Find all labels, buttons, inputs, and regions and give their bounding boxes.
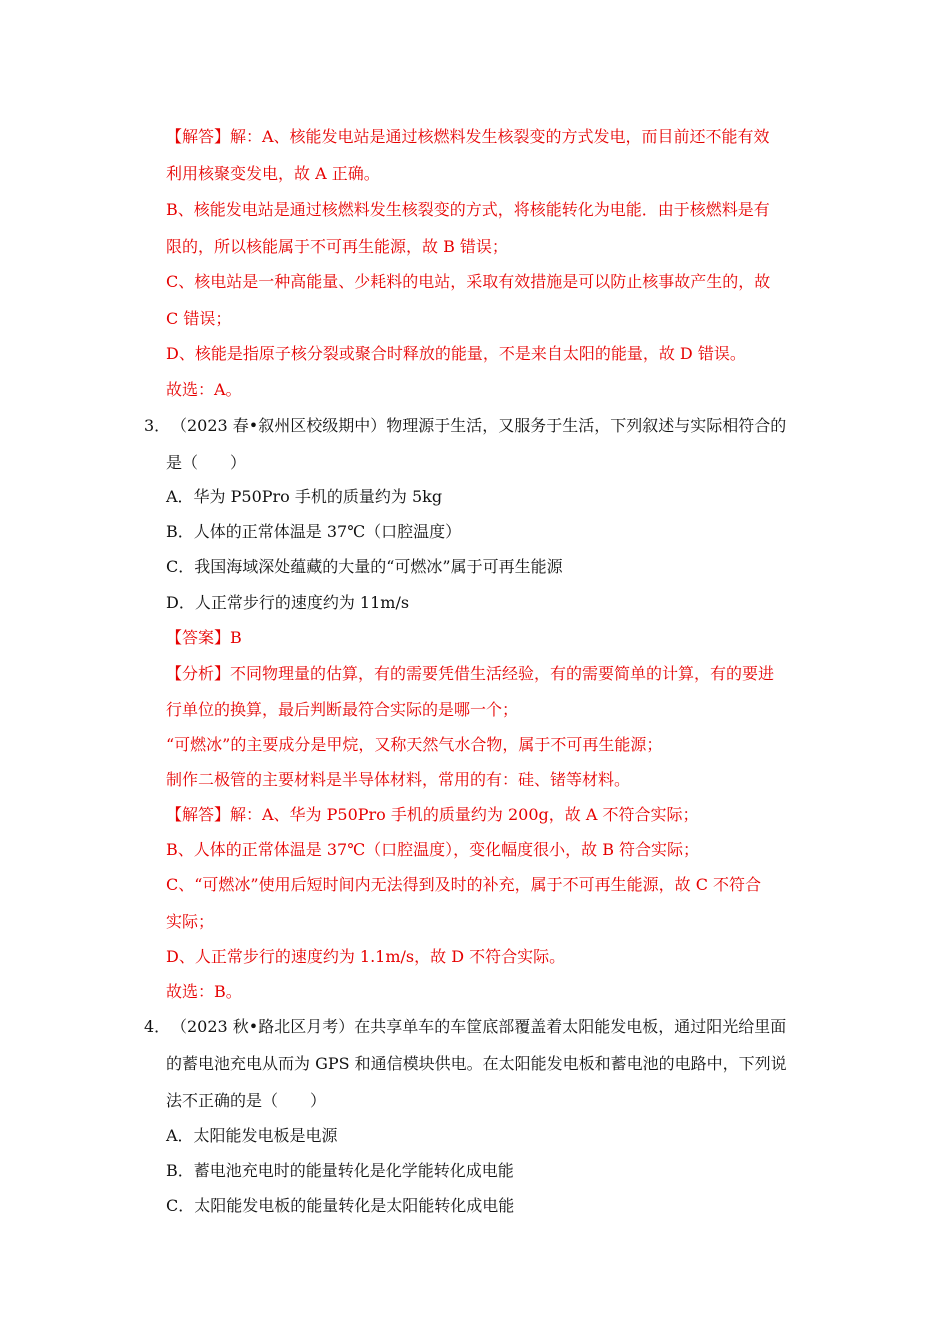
q3-option-c: C．我国海域深处蕴藏的大量的“可燃冰”属于可再生能源 (166, 557, 563, 576)
q4-option-b: B．蓄电池充电时的能量转化是化学能转化成电能 (166, 1161, 514, 1180)
q3-analysis-line-4: 制作二极管的主要材料是半导体材料，常用的有：硅、锗等材料。 (166, 770, 631, 789)
q3-analysis-line-1: 【分析】不同物理量的估算，有的需要凭借生活经验，有的需要简单的计算，有的要进 (166, 664, 775, 683)
q3-number: 3． (144, 416, 171, 435)
q3-option-a: A．华为 P50Pro 手机的质量约为 5kg (166, 487, 443, 506)
q2-solution-b-line-2: 限的，所以核能属于不可再生能源，故 B 错误； (166, 237, 508, 256)
q4-stem-line-3: 法不正确的是（ ） (166, 1091, 327, 1110)
q3-stem-line-2: 是（ ） (166, 453, 247, 472)
q2-solution-line-1: 【解答】解：A、核能发电站是通过核燃料发生核裂变的方式发电，而目前还不能有效 (166, 127, 770, 146)
q3-stem-line-1: （2023 春•叙州区校级期中）物理源于生活，又服务于生活，下列叙述与实际相符合的 (171, 416, 787, 435)
q2-solution-d-line: D、核能是指原子核分裂或聚合时释放的能量，不是来自太阳的能量，故 D 错误。 (166, 344, 746, 363)
q3-solution-line-1: 【解答】解：A、华为 P50Pro 手机的质量约为 200g，故 A 不符合实际； (166, 805, 699, 824)
q4-option-c: C．太阳能发电板的能量转化是太阳能转化成电能 (166, 1196, 515, 1215)
q2-solution-c-line-2: C 错误； (166, 309, 232, 328)
q4-number: 4． (144, 1017, 171, 1036)
q3-solution-line-4: 实际； (166, 912, 215, 931)
q3-solution-line-3: C、“可燃冰”使用后短时间内无法得到及时的补充，属于不可再生能源，故 C 不符合 (166, 875, 762, 894)
q3-analysis-line-3: “可燃冰”的主要成分是甲烷，又称天然气水合物，属于不可再生能源； (166, 735, 663, 754)
q4-stem-line-1: （2023 秋•路北区月考）在共享单车的车筐底部覆盖着太阳能发电板，通过阳光给里面 (171, 1017, 787, 1036)
q3-choice: 故选：B。 (166, 982, 242, 1001)
q3-option-d: D．人正常步行的速度约为 11m/s (166, 593, 410, 612)
q3-analysis-line-2: 行单位的换算，最后判断最符合实际的是哪一个； (166, 700, 519, 719)
q3-option-b: B．人体的正常体温是 37℃（口腔温度） (166, 522, 462, 541)
q3-solution-line-5: D、人正常步行的速度约为 1.1m/s，故 D 不符合实际。 (166, 947, 566, 966)
q2-solution-b-line-1: B、核能发电站是通过核燃料发生核裂变的方式，将核能转化为电能．由于核燃料是有 (166, 200, 770, 219)
q3-solution-line-2: B、人体的正常体温是 37℃（口腔温度），变化幅度很小，故 B 符合实际； (166, 840, 700, 859)
q4-option-a: A．太阳能发电板是电源 (166, 1126, 338, 1145)
q4-stem-line-2: 的蓄电池充电从而为 GPS 和通信模块供电。在太阳能发电板和蓄电池的电路中，下列说 (166, 1054, 787, 1073)
q3-answer: 【答案】B (166, 628, 242, 647)
q2-solution-c-line-1: C、核电站是一种高能量、少耗料的电站，采取有效措施是可以防止核事故产生的，故 (166, 272, 771, 291)
q2-solution-line-2: 利用核聚变发电，故 A 正确。 (166, 164, 380, 183)
q2-choice: 故选：A。 (166, 380, 242, 399)
